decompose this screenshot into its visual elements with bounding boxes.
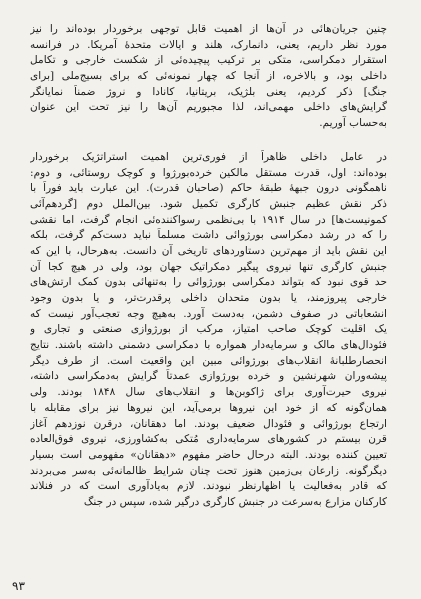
text-line: حد قوی نبود که بتواند دمکراسی بورژوائی را به‌تنهائی بدون کمک ارتش‌های — [30, 276, 387, 289]
paragraph-gap — [30, 132, 387, 150]
text-line: قرن بیستم در کشورهای سرمایه‌داری مُتکی به‌کشاورزی، نیروی فوق‌العاده — [30, 433, 387, 446]
text-line: فئودال‌های مالک و سرمایه‌دار همواره با دمکراسی دشمنی داشته باشند. نتایج — [30, 339, 387, 352]
text-line: ارتجاع بورژوائی و فئودال ضعیف بودند. اما دهقانان، درقرن نوزدهم آغاز — [30, 417, 387, 430]
text-line: تعیین کننده بودند. البته درحال حاضر مفهوم «دهقانان» مفهومی است بسیار — [30, 448, 387, 461]
text-line: ذکر نقش عظیم جنبش کارگری تکمیل شود. بین‌الملل دوم [گردهم‌آئی — [30, 197, 387, 210]
text-line: نیروی حیرت‌آوری برای ژاکوبن‌ها و انقلاب‌های سال ۱۸۴۸ بودند. ولی — [30, 386, 387, 399]
text-line: چنین جریان‌هائی در آن‌ها از اهمیت قابل توجهی برخوردار بوده‌اند را نیز — [30, 23, 387, 35]
text-line: داخلی بود، و بالاخره، از آنجا که چهار نمونه‌ئی که برای بسیج‌ملی [برای — [30, 70, 387, 83]
text-line: را که در رشد دمکراسی بورژوائی داشت مسلماً نباید دست‌کم گرفت، بلکه — [30, 229, 387, 242]
text-line: یک اقلیت کوچک صاحب امتیاز، مرکب از بورژوازی صنعتی و تجاری و — [30, 323, 387, 336]
text-line: ناهمگونی درون جبههٔ طبقهٔ حاکم (صاحبان قدرت). این عبارت باید فوراً با — [30, 182, 387, 195]
text-line: استقرار دمکراسی، متکی بر ترکیب پیچیده‌ئی از شکست خارجی و تکامل — [30, 54, 387, 67]
text-line: کارکنان مزارع به‌سرعت در جنبش کارگری درگیر شده، سپس در جنگ — [83, 495, 387, 508]
text-line: کمونیست‌ها] در سال ۱۹۱۴ با بی‌نظمی رسواکننده‌ئی انجام گرفت، اما نقشی — [30, 213, 387, 226]
text-line: به‌حساب آوریم. — [319, 117, 387, 130]
text-line: دیگرگونه. زارعان بی‌زمین هنوز تحت چنان شرایط ظالمانه‌ئی به‌سر می‌بردند — [30, 464, 387, 477]
text-line: جنگ] ذکر کردیم، یعنی بلژیک، بریتانیا، کانادا و نروژ ضمناً نمایانگر — [30, 85, 387, 98]
text-line: این نقش باید از مهم‌ترین دستاوردهای تاریخی آن دانست. به‌هرحال، با این که — [30, 244, 387, 257]
text-line: خارجی پیروزمند، یا بدون متحدان داخلی پرقدرت‌تر، و یا بدون وجود — [30, 292, 387, 304]
text-line: که قادر به‌فعالیت یا اظهارنظر نبودند. لازم به‌یادآوری است که در فنلاند — [30, 480, 387, 493]
text-line: انحصارطلبانهٔ انقلاب‌های بورژوائی مبین این واقعیت است. از طرف دیگر — [30, 354, 387, 367]
paragraph — [30, 150, 387, 511]
text-line: در عامل داخلی ظاهراً از فوری‌ترین اهمیت استراتژیک برخوردار — [30, 150, 387, 163]
paragraph — [30, 22, 387, 132]
text-line: مورد نظر داریم، یعنی، دانمارک، هلند و ایالات متحدهٔ آمریکا. در فرانسه — [30, 38, 387, 51]
body-text — [30, 22, 387, 511]
text-line: بوده‌اند: اول، قدرت مستقل مالکین خرده‌بورژوا و کوچک روستائی، و دوم: — [30, 166, 387, 179]
text-line: پیشه‌وران شهرنشین و خرده بورژوازی عمدتاً گرایش به‌دمکراسی داشته، — [30, 370, 387, 383]
text-line: گرایش‌های داخلی مهمی‌اند، لذا مجبوریم آن‌ها را نیز تحت این عنوان — [30, 101, 387, 114]
text-line: انشعاباتی در صفوف دشمن، به‌دست آورد. به‌هیچ وجه تعجب‌آور نیست که — [30, 307, 387, 320]
page-number: ۹۳ — [12, 579, 25, 593]
text-line: همان‌گونه که از خود این نیروها برمی‌آید، این نیروها نیز برای مقابله با — [30, 401, 387, 414]
text-line: جنبش کارگری تنها نیروی پیگیر دمکراتیک جهان بود، ولی در هیچ کجا آن — [30, 260, 387, 273]
